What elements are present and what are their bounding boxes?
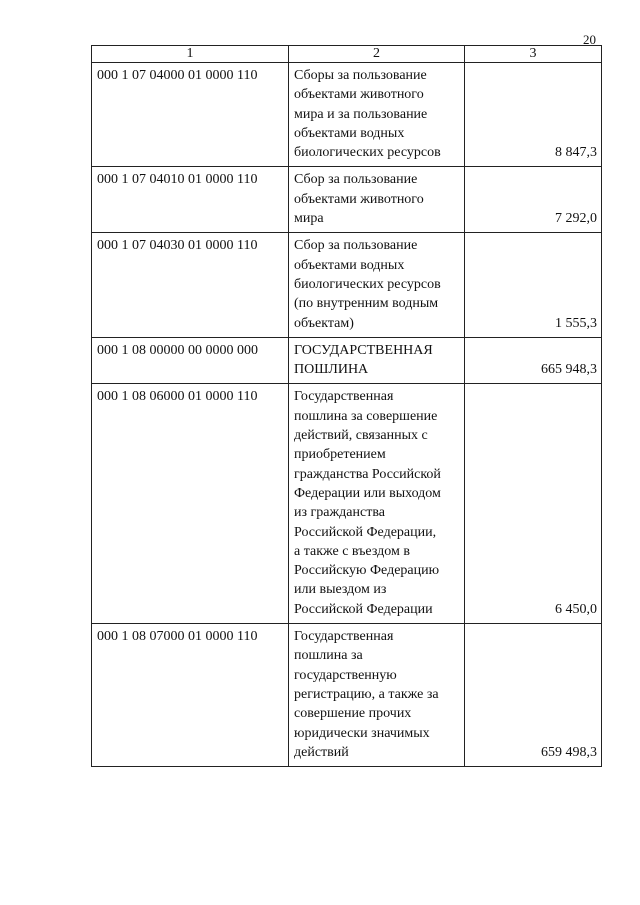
column-header-code: 1 (92, 46, 289, 63)
revenue-name-line: ПОШЛИНА (294, 362, 369, 378)
revenue-name-line: объектами водных (294, 257, 405, 273)
revenue-name-line: Сборы за пользование (294, 68, 427, 83)
revenue-name-line: совершение прочих (294, 706, 412, 722)
revenue-table (91, 45, 602, 767)
table-body (92, 63, 602, 767)
revenue-name-line: государственную (294, 667, 397, 683)
revenue-name-line: биологических ресурсов (294, 276, 441, 292)
revenue-name-cell (289, 384, 465, 624)
page-number: 20 (583, 32, 596, 47)
budget-code-cell: 000 1 08 00000 00 0000 000 (92, 337, 289, 384)
revenue-name-line: а также с въездом в (294, 543, 410, 559)
revenue-name-line: мира (294, 211, 324, 227)
revenue-name-line: Федерации или выходом (294, 485, 441, 501)
revenue-name-line: биологических ресурсов (294, 145, 441, 161)
amount-cell: 1 555,3 (465, 233, 602, 337)
revenue-name-line: пошлина за (294, 648, 363, 664)
revenue-name-line: (по внутренним водным (294, 296, 439, 312)
revenue-name-line: Государственная (294, 389, 394, 405)
revenue-name-line: юридически значимых (294, 725, 430, 741)
revenue-name-line: объектами водных (294, 125, 405, 141)
revenue-name-line: мира и за пользование (294, 106, 428, 122)
budget-code-cell: 000 1 07 04010 01 0000 110 (92, 167, 289, 233)
revenue-name-line: пошлина за совершение (294, 408, 438, 424)
revenue-name-cell (289, 233, 465, 337)
revenue-name-line: Сбор за пользование (294, 238, 418, 254)
revenue-name-line: Российскую Федерацию (294, 563, 440, 579)
budget-code-cell: 000 1 07 04030 01 0000 110 (92, 233, 289, 337)
revenue-name-line: действий, связанных с (294, 428, 428, 444)
revenue-name-cell (289, 624, 465, 767)
revenue-name-line: гражданства Российской (294, 466, 441, 482)
budget-code-cell: 000 1 08 07000 01 0000 110 (92, 624, 289, 767)
table-row (92, 624, 602, 767)
table-row (92, 337, 602, 384)
column-header-amount: 3 (465, 46, 602, 63)
revenue-name-line: объектами животного (294, 87, 424, 103)
amount-cell: 6 450,0 (465, 384, 602, 624)
table-row (92, 233, 602, 337)
revenue-name-line: Государственная (294, 629, 394, 645)
table-header-row (92, 46, 602, 63)
revenue-name-line: объектами животного (294, 191, 424, 207)
table-row (92, 63, 602, 167)
amount-cell: 665 948,3 (465, 337, 602, 384)
table-row (92, 167, 602, 233)
revenue-name-line: объектам) (294, 315, 354, 331)
revenue-name-line: приобретением (294, 447, 386, 463)
budget-code-cell: 000 1 08 06000 01 0000 110 (92, 384, 289, 624)
revenue-name-line: Сбор за пользование (294, 172, 418, 188)
revenue-name-cell (289, 167, 465, 233)
revenue-name-cell (289, 337, 465, 384)
revenue-name-line: или выездом из (294, 582, 387, 598)
revenue-name-line: действий (294, 744, 349, 760)
column-header-name: 2 (289, 46, 465, 63)
amount-cell: 659 498,3 (465, 624, 602, 767)
table-row (92, 384, 602, 624)
amount-cell: 7 292,0 (465, 167, 602, 233)
amount-cell: 8 847,3 (465, 63, 602, 167)
revenue-name-cell (289, 63, 465, 167)
revenue-name-line: Российской Федерации (294, 601, 433, 617)
revenue-name-line: регистрацию, а также за (294, 686, 439, 702)
revenue-name-line: ГОСУДАРСТВЕННАЯ (294, 342, 433, 358)
revenue-name-line: из гражданства (294, 505, 385, 521)
revenue-name-line: Российской Федерации, (294, 524, 437, 540)
budget-code-cell: 000 1 07 04000 01 0000 110 (92, 63, 289, 167)
